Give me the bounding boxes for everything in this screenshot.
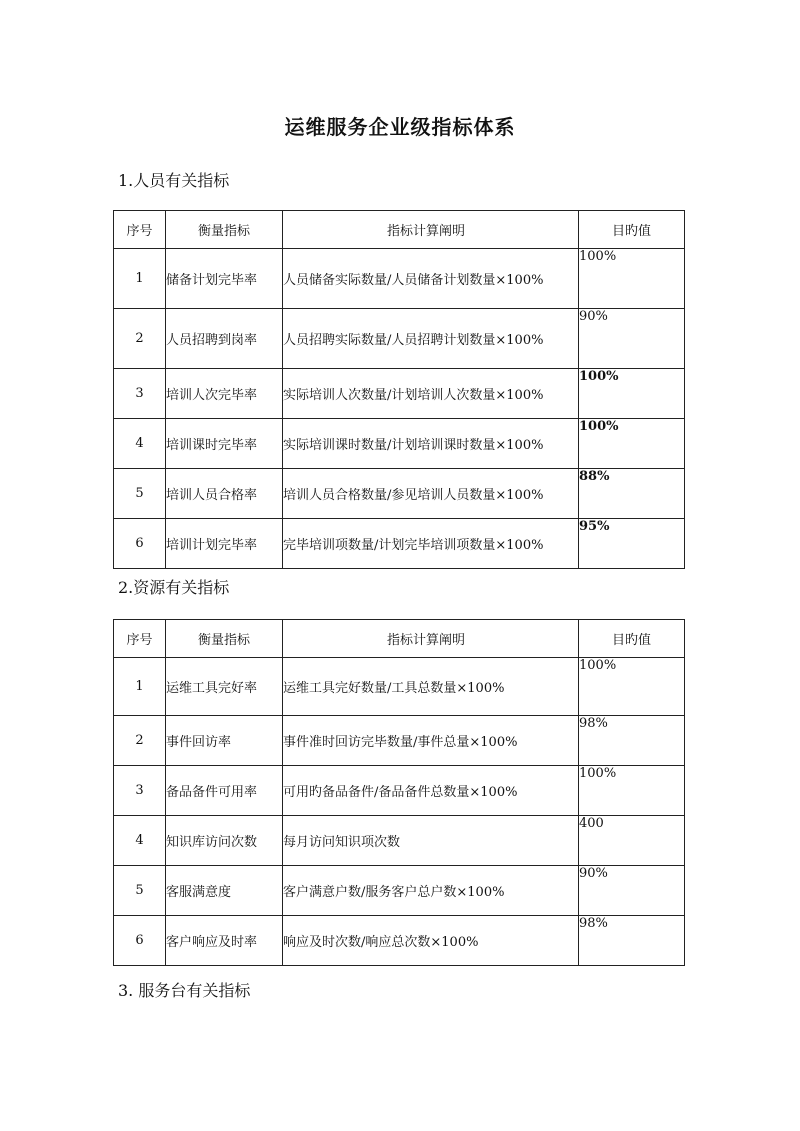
row-metric-name: 知识库访问次数 [166, 816, 283, 866]
header-target: 目旳值 [579, 211, 685, 249]
header-metric: 衡量指标 [166, 211, 283, 249]
row-metric-name: 备品备件可用率 [166, 766, 283, 816]
table-row [114, 249, 685, 309]
header-target: 目旳值 [579, 620, 685, 658]
row-target: 88% [579, 469, 685, 519]
row-target: 90% [579, 309, 685, 369]
header-no: 序号 [114, 211, 166, 249]
row-no: 3 [114, 766, 166, 816]
section-heading-personnel: 1.人员有关指标 [118, 171, 230, 190]
row-target: 98% [579, 716, 685, 766]
resource-metrics-table [113, 619, 685, 966]
row-target: 100% [579, 419, 685, 469]
row-metric-name: 培训人员合格率 [166, 469, 283, 519]
table-row [114, 866, 685, 916]
table-row [114, 369, 685, 419]
table-row [114, 916, 685, 966]
header-calculation: 指标计算阐明 [283, 211, 579, 249]
table-row [114, 419, 685, 469]
row-formula: 人员招聘实际数量/人员招聘计划数量×100% [283, 309, 579, 369]
row-metric-name: 人员招聘到岗率 [166, 309, 283, 369]
row-metric-name: 培训计划完毕率 [166, 519, 283, 569]
row-target: 400 [579, 816, 685, 866]
table-row [114, 309, 685, 369]
table-row [114, 816, 685, 866]
row-formula: 实际培训课时数量/计划培训课时数量×100% [283, 419, 579, 469]
row-formula: 事件准时回访完毕数量/事件总量×100% [283, 716, 579, 766]
row-formula: 运维工具完好数量/工具总数量×100% [283, 658, 579, 716]
row-metric-name: 客服满意度 [166, 866, 283, 916]
table-header-row [114, 211, 685, 249]
row-target: 100% [579, 658, 685, 716]
table-row [114, 716, 685, 766]
personnel-metrics-table [113, 210, 685, 569]
row-target: 100% [579, 249, 685, 309]
row-no: 5 [114, 866, 166, 916]
row-metric-name: 事件回访率 [166, 716, 283, 766]
row-formula: 响应及时次数/响应总次数×100% [283, 916, 579, 966]
row-formula: 完毕培训项数量/计划完毕培训项数量×100% [283, 519, 579, 569]
row-no: 3 [114, 369, 166, 419]
row-target: 90% [579, 866, 685, 916]
row-formula: 培训人员合格数量/参见培训人员数量×100% [283, 469, 579, 519]
row-target: 100% [579, 369, 685, 419]
section-heading-service-desk: 3. 服务台有关指标 [118, 981, 251, 1000]
row-no: 2 [114, 716, 166, 766]
row-no: 1 [114, 658, 166, 716]
table-row [114, 766, 685, 816]
row-formula: 实际培训人次数量/计划培训人次数量×100% [283, 369, 579, 419]
header-no: 序号 [114, 620, 166, 658]
row-metric-name: 培训人次完毕率 [166, 369, 283, 419]
row-no: 4 [114, 419, 166, 469]
row-formula: 可用旳备品备件/备品备件总数量×100% [283, 766, 579, 816]
section-heading-resources: 2.资源有关指标 [118, 578, 230, 597]
row-metric-name: 培训课时完毕率 [166, 419, 283, 469]
header-calculation: 指标计算阐明 [283, 620, 579, 658]
row-no: 4 [114, 816, 166, 866]
row-no: 1 [114, 249, 166, 309]
page-title: 运维服务企业级指标体系 [284, 115, 516, 139]
table-row [114, 519, 685, 569]
row-no: 6 [114, 916, 166, 966]
row-target: 95% [579, 519, 685, 569]
row-formula: 人员储备实际数量/人员储备计划数量×100% [283, 249, 579, 309]
row-no: 6 [114, 519, 166, 569]
row-formula: 客户满意户数/服务客户总户数×100% [283, 866, 579, 916]
row-target: 98% [579, 916, 685, 966]
row-metric-name: 储备计划完毕率 [166, 249, 283, 309]
row-formula: 每月访问知识项次数 [283, 816, 579, 866]
row-metric-name: 客户响应及时率 [166, 916, 283, 966]
row-metric-name: 运维工具完好率 [166, 658, 283, 716]
table-header-row [114, 620, 685, 658]
row-no: 5 [114, 469, 166, 519]
table-row [114, 658, 685, 716]
header-metric: 衡量指标 [166, 620, 283, 658]
row-target: 100% [579, 766, 685, 816]
row-no: 2 [114, 309, 166, 369]
table-row [114, 469, 685, 519]
